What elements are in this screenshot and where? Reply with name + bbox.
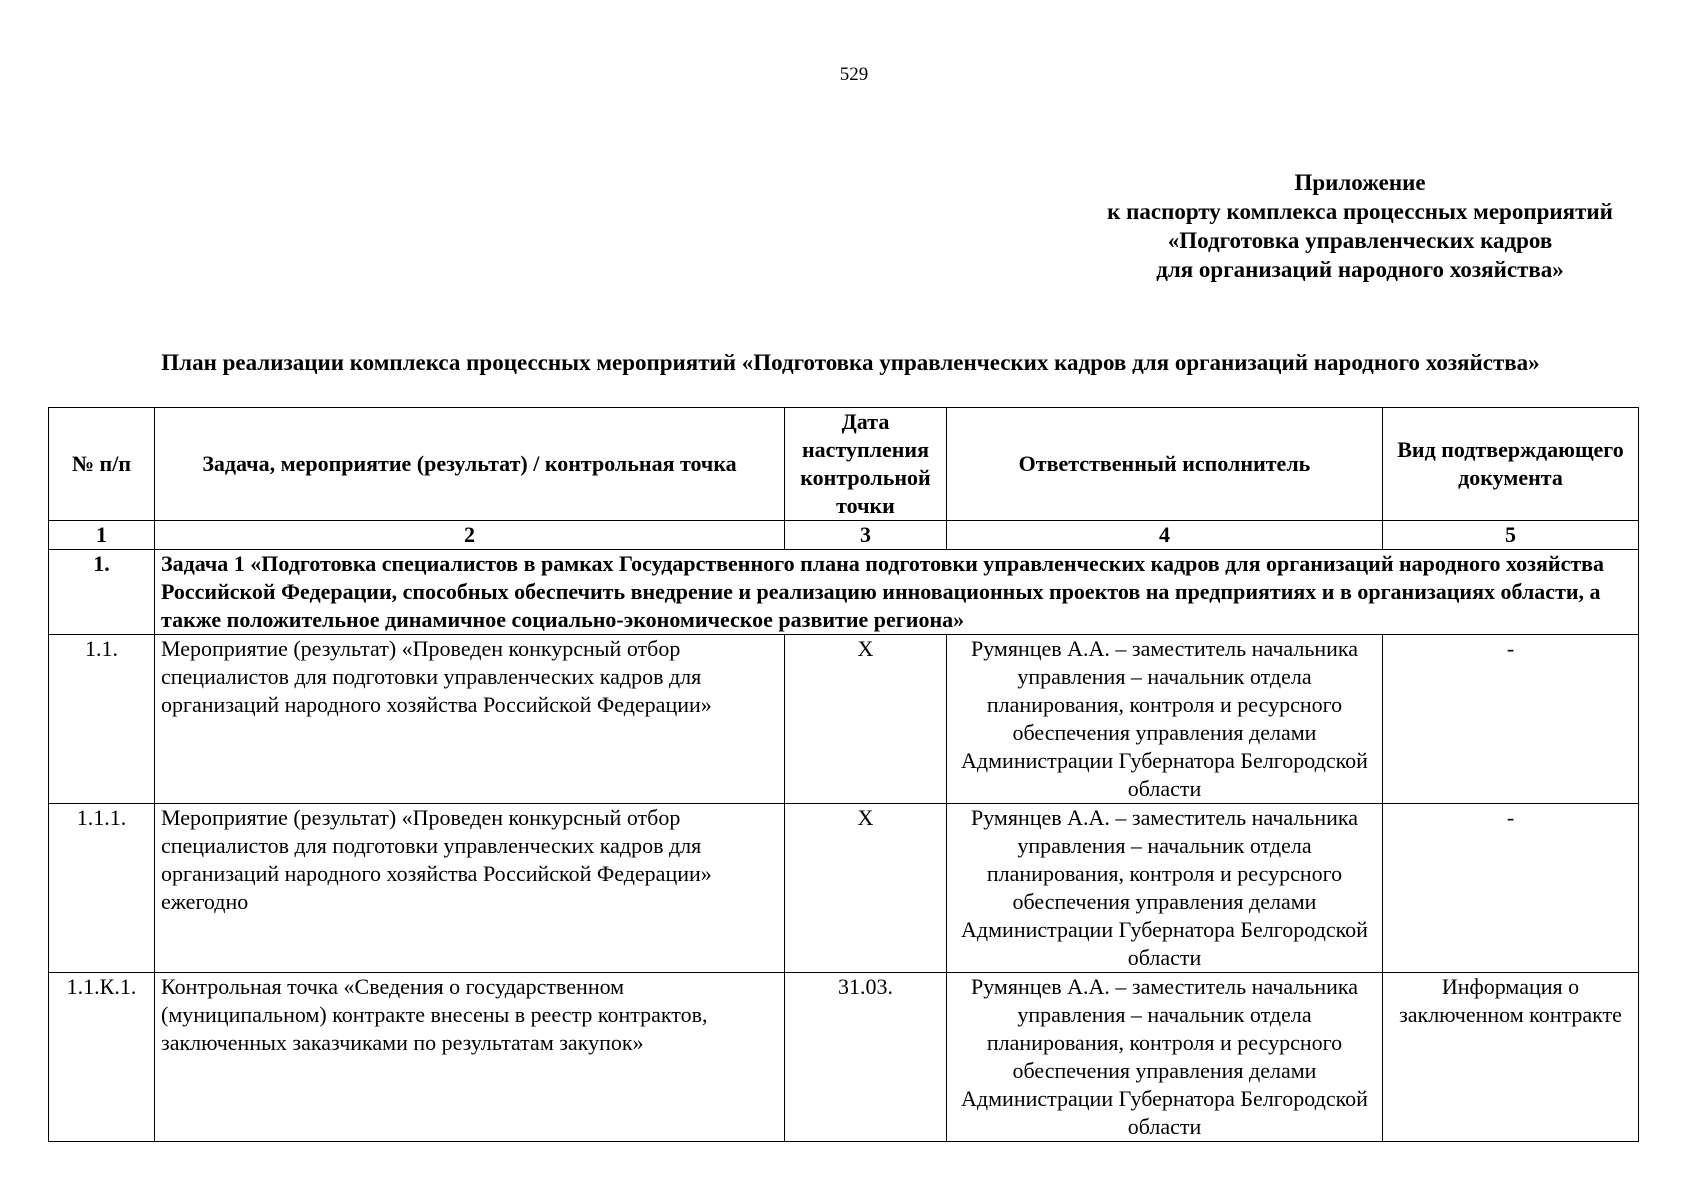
task-number: 1. (49, 550, 155, 635)
row-number: 1.1. (49, 635, 155, 804)
row-text: Контрольная точка «Сведения о государственном (муниципальном) контракте внесены в реестр контрактов, заключенных заказчиками по результатам закупок» (155, 973, 785, 1142)
column-number: 4 (947, 521, 1383, 550)
table-header-row (49, 408, 1639, 521)
appendix-line: к паспорту комплекса процессных мероприятий (1107, 199, 1613, 224)
column-numbers-row (49, 521, 1639, 550)
row-responsible: Румянцев А.А. – заместитель начальника управления – начальник отдела планирования, контроля и ресурсного обеспечения управления делами Администрации Губернатора Белгородской области (947, 804, 1383, 973)
header-document: Вид подтверждающего документа (1383, 408, 1639, 521)
appendix-line: Приложение (1294, 170, 1426, 195)
table-row (49, 635, 1639, 804)
header-task: Задача, мероприятие (результат) / контрольная точка (155, 408, 785, 521)
table-row (49, 804, 1639, 973)
header-date: Дата наступления контрольной точки (785, 408, 947, 521)
row-number: 1.1.1. (49, 804, 155, 973)
row-document: - (1383, 635, 1639, 804)
appendix-line: для организаций народного хозяйства» (1156, 257, 1564, 282)
row-responsible: Румянцев А.А. – заместитель начальника управления – начальник отдела планирования, контроля и ресурсного обеспечения управления делами Администрации Губернатора Белгородской области (947, 973, 1383, 1142)
column-number: 5 (1383, 521, 1639, 550)
column-number: 2 (155, 521, 785, 550)
column-number: 1 (49, 521, 155, 550)
column-number: 3 (785, 521, 947, 550)
row-responsible: Румянцев А.А. – заместитель начальника управления – начальник отдела планирования, контроля и ресурсного обеспечения управления делами Администрации Губернатора Белгородской области (947, 635, 1383, 804)
row-date: 31.03. (785, 973, 947, 1142)
row-number: 1.1.К.1. (49, 973, 155, 1142)
plan-title: План реализации комплекса процессных мероприятий «Подготовка управленческих кадров для организаций народного хозяйства» (161, 350, 1540, 375)
row-date: X (785, 804, 947, 973)
appendix-heading (1060, 168, 1660, 284)
task-row (49, 550, 1639, 635)
table-row (49, 973, 1639, 1142)
row-document: - (1383, 804, 1639, 973)
row-text: Мероприятие (результат) «Проведен конкурсный отбор специалистов для подготовки управленческих кадров для организаций народного хозяйства Российской Федерации» ежегодно (155, 804, 785, 973)
header-number: № п/п (49, 408, 155, 521)
plan-table (48, 407, 1639, 1142)
row-date: X (785, 635, 947, 804)
header-responsible: Ответственный исполнитель (947, 408, 1383, 521)
row-text: Мероприятие (результат) «Проведен конкурсный отбор специалистов для подготовки управленческих кадров для организаций народного хозяйства Российской Федерации» (155, 635, 785, 804)
row-document: Информация о заключенном контракте (1383, 973, 1639, 1142)
page-number: 529 (839, 64, 869, 85)
task-text: Задача 1 «Подготовка специалистов в рамках Государственного плана подготовки управленческих кадров для организаций народного хозяйства Российской Федерации, способных обеспечить внедрение и реализацию инновационных проектов на предприятиях и в организациях области, а также положительное динамичное социально-экономическое развитие региона» (155, 550, 1639, 635)
appendix-line: «Подготовка управленческих кадров (1167, 228, 1553, 253)
